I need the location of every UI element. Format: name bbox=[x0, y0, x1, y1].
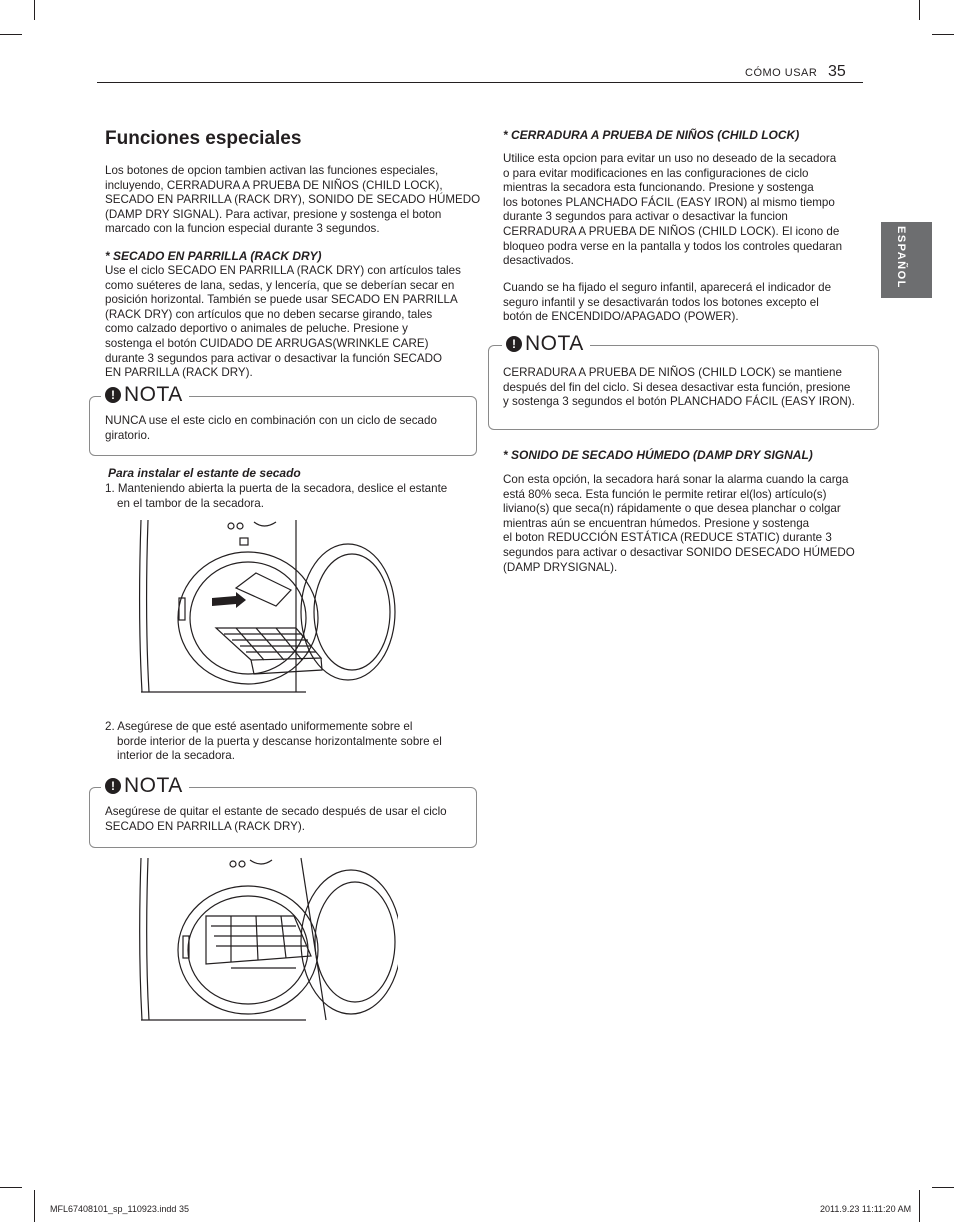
crop-mark bbox=[0, 1187, 22, 1188]
intro-paragraph: Los botones de opcion tambien activan las funciones especiales, incluyendo, CERRADURA A PRUEBA DE NIÑOS (CHILD LOCK), SECADO EN PARRILLA (RACK DRY), SONIDO DE SECADO HÚMEDO (DAMP DRY SIGNAL). Para activar, presione y sostenga el boton marcado con la funcion especial durante 3 segundos. bbox=[105, 164, 481, 236]
note-body: Asegúrese de quitar el estante de secado después de usar el ciclo SECADO EN PARRILLA (RACK DRY). bbox=[105, 805, 447, 833]
crop-mark bbox=[0, 34, 22, 35]
rack-dry-heading: * SECADO EN PARRILLA (RACK DRY) bbox=[105, 249, 322, 263]
dryer-rack-installed-illustration bbox=[136, 856, 398, 1022]
crop-mark bbox=[34, 1190, 35, 1222]
crop-mark bbox=[34, 0, 35, 20]
install-heading: Para instalar el estante de secado bbox=[108, 466, 301, 480]
section-name: CÓMO USAR bbox=[745, 67, 818, 79]
crop-mark bbox=[919, 0, 920, 20]
note-title: ! NOTA bbox=[502, 333, 590, 355]
warning-icon: ! bbox=[105, 778, 121, 794]
warning-icon: ! bbox=[506, 336, 522, 352]
install-step-2: 2. Asegúrese de que esté asentado uniformemente sobre el borde interior de la puerta y descanse horizontalmente sobre el interior de la secadora. bbox=[105, 720, 442, 763]
header-rule bbox=[97, 82, 863, 83]
note-title: ! NOTA bbox=[101, 384, 189, 406]
dryer-rack-insert-illustration bbox=[136, 518, 398, 694]
footer-file: MFL67408101_sp_110923.indd 35 bbox=[50, 1204, 189, 1214]
child-lock-body: Utilice esta opcion para evitar un uso no deseado de la secadora o para evitar modificaciones en las configuraciones de ciclo mientras la secadora esta funcionando. Presione y sostenga los botones PLANCHADO FÁCIL (EASY IRON) al mismo tiempo durante 3 segundos para activar o desactivar la funcion CERRADURA A PRUEBA DE NIÑOS (CHILD LOCK). El icono de bloqueo podra verse en la pantalla y todos los controles quedaran desactivados. bbox=[503, 152, 843, 268]
page-title: Funciones especiales bbox=[105, 128, 302, 149]
language-tab-label: ESPAÑOL bbox=[895, 226, 907, 289]
crop-mark bbox=[932, 34, 954, 35]
note-body: NUNCA use el este ciclo en combinación con un ciclo de secado giratorio. bbox=[105, 414, 437, 442]
note-title: ! NOTA bbox=[101, 775, 189, 797]
footer-timestamp: 2011.9.23 11:11:20 AM bbox=[820, 1204, 912, 1214]
damp-dry-body: Con esta opción, la secadora hará sonar la alarma cuando la carga está 80% seca. Esta función le permite retirar el(los) artículo(s) liviano(s) que seca(n) rápidamente o que desea planchar o colgar mientras aún se encuentran húmedos. Presione y sostenga el boton REDUCCIÓN ESTÁTICA (REDUCE STATIC) durante 3 segundos para activar o desactivar SONIDO DESECADO HÚMEDO (DAMP DRYSIGNAL). bbox=[503, 473, 855, 574]
damp-dry-heading: * SONIDO DE SECADO HÚMEDO (DAMP DRY SIGNAL) bbox=[503, 448, 813, 462]
language-tab bbox=[881, 222, 932, 298]
install-step-1: 1. Manteniendo abierta la puerta de la secadora, deslice el estante en el tambor de la secadora. bbox=[105, 482, 448, 510]
page-number: 35 bbox=[828, 63, 846, 80]
crop-mark bbox=[932, 1187, 954, 1188]
warning-icon: ! bbox=[105, 387, 121, 403]
rack-dry-body: Use el ciclo SECADO EN PARRILLA (RACK DRY) con artículos tales como suéteres de lana, sedas, y lencería, que se deberían secar en posición horizontal. También se puede usar SECADO EN PARRILLA (RACK DRY) con artículos que no deben secarse girando, tales como calzado deportivo o animales de peluche. Presione y sostenga el botón CUIDADO DE ARRUGAS(WRINKLE CARE) durante 3 segundos para activar o desactivar la función SECADO EN PARRILLA (RACK DRY). bbox=[105, 264, 461, 380]
crop-mark bbox=[919, 1190, 920, 1222]
child-lock-heading: * CERRADURA A PRUEBA DE NIÑOS (CHILD LOCK) bbox=[503, 128, 800, 142]
child-lock-body-2: Cuando se ha fijado el seguro infantil, aparecerá el indicador de seguro infantil y se desactivarán todos los botones excepto el botón de ENCENDIDO/APAGADO (POWER). bbox=[503, 281, 832, 324]
note-body: CERRADURA A PRUEBA DE NIÑOS (CHILD LOCK) se mantiene después del fin del ciclo. Si desea desactivar esta función, presione y sostenga 3 segundos el botón PLANCHADO FÁCIL (EASY IRON). bbox=[503, 366, 855, 409]
